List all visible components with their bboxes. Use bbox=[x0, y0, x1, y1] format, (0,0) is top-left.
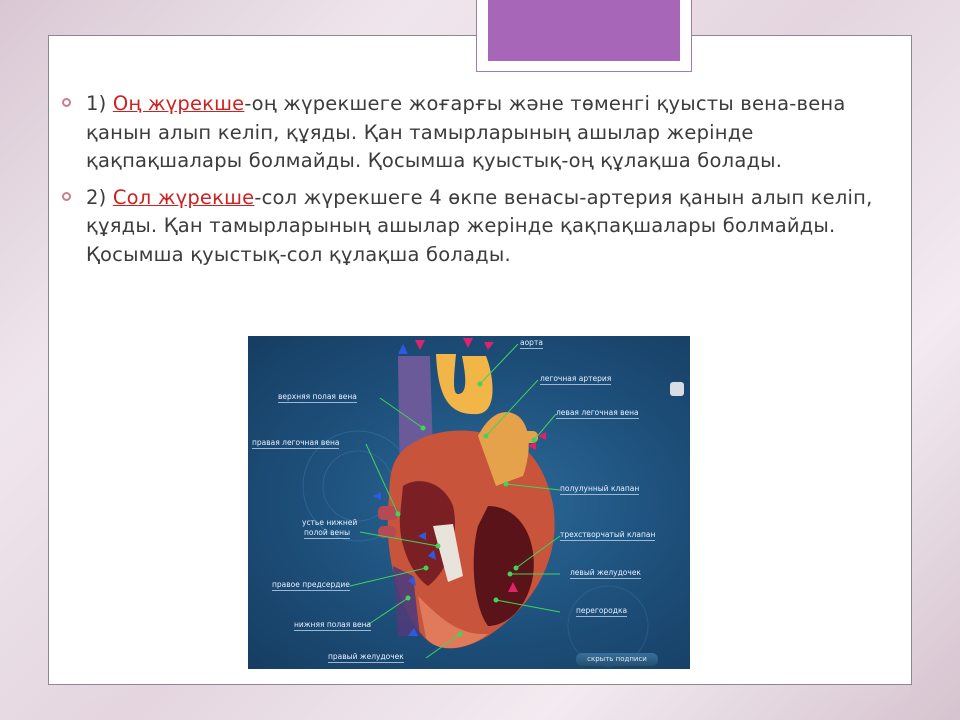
bullet-text: -сол жүрекшеге 4 өкпе венасы-артерия қанын алып келіп, құяды. Қан тамырларының ашылар жерінде қақпақшалары болмайды. Қосымша қуыстық-сол құлақша болады. bbox=[86, 185, 873, 266]
title-placeholder[interactable] bbox=[488, 0, 680, 61]
bullet-icon bbox=[62, 192, 71, 201]
term-right-atrium: Оң жүрекше bbox=[112, 92, 245, 115]
label-right-ventricle: правый желудочек bbox=[328, 652, 404, 661]
label-pulmonary-artery: легочная артерия bbox=[540, 374, 612, 383]
hide-labels-button[interactable]: скрыть подписи bbox=[576, 653, 658, 666]
label-superior-vena-cava: верхняя полая вена bbox=[278, 392, 357, 401]
label-septum: перегородка bbox=[576, 606, 628, 615]
term-left-atrium: Сол жүрекше bbox=[112, 185, 255, 209]
bullet-number: 2) bbox=[86, 185, 113, 209]
heart-diagram[interactable] bbox=[248, 336, 690, 669]
bullet-item-right-atrium[interactable] bbox=[62, 90, 902, 176]
bullet-text: -оң жүрекшеге жоғарғы және төменгі қуысты вена-вена қанын алып келіп, құяды. Қан тамырларының ашылар жерінде қақпақшалары болмайды. Қосымша қуыстық-оң құлақша болады. bbox=[86, 92, 846, 172]
label-aorta: аорта bbox=[520, 338, 543, 347]
label-left-pulmonary-vein: левая легочная вена bbox=[556, 408, 639, 417]
label-tricuspid-valve: трехстворчатый клапан bbox=[560, 530, 656, 539]
bullet-number: 1) bbox=[86, 92, 113, 115]
label-semilunar-valve: полулунный клапан bbox=[560, 484, 640, 493]
label-inferior-vena-cava: нижняя полая вена bbox=[294, 620, 372, 629]
label-ivc-orifice-line2: полой вены bbox=[304, 528, 350, 537]
bullet-item-left-atrium[interactable] bbox=[62, 184, 902, 270]
print-icon[interactable] bbox=[670, 382, 684, 396]
bullet-icon bbox=[62, 98, 71, 107]
label-right-pulmonary-vein: правая легочная вена bbox=[252, 438, 340, 447]
label-right-atrium: правое предсердие bbox=[272, 580, 350, 589]
bullet-list bbox=[62, 90, 902, 277]
label-ivc-orifice-line1: устье нижней bbox=[302, 518, 358, 527]
aorta-shape bbox=[436, 354, 493, 414]
label-left-ventricle: левый желудочек bbox=[570, 568, 641, 577]
